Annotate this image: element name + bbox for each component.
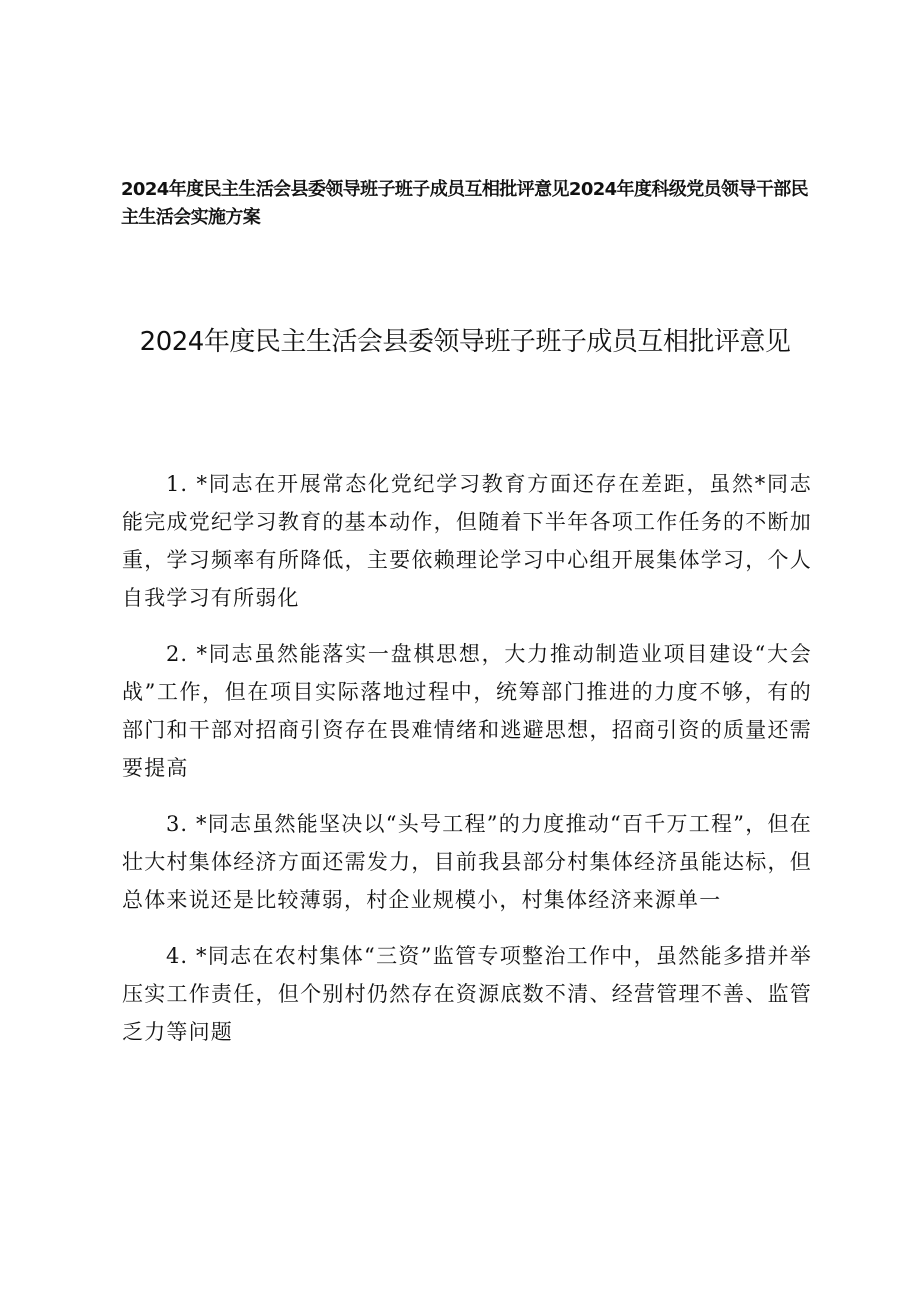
paragraph-text: *同志在开展常态化党纪学习教育方面还存在差距，虽然*同志能完成党纪学习教育的基本动作，但随着下半年各项工作任务的不断加重，学习频率有所降低，主要依赖理论学习中心组开展集体学习，个人自我学习有所弱化 [122,472,812,610]
document-header-title: 2024年度民主生活会县委领导班子班子成员互相批评意见2024年度科级党员领导干部民主生活会实施方案 [121,179,808,228]
paragraph-number: 1. [166,472,189,496]
paragraph-2 [122,635,812,787]
paragraph-text: *同志虽然能落实一盘棋思想，大力推动制造业项目建设“大会战”工作，但在项目实际落地过程中，统筹部门推进的力度不够，有的部门和干部对招商引资存在畏难情绪和逃避思想，招商引资的质量还需要提高 [122,642,812,780]
paragraph-number: 2. [166,642,189,666]
document-body [122,465,812,1069]
paragraph-number: 4. [166,944,189,968]
paragraph-1 [122,465,812,617]
document-title: 2024年度民主生活会县委领导班子班子成员互相批评意见 [139,327,791,357]
paragraph-text: *同志虽然能坚决以“头号工程”的力度推动“百千万工程”，但在壮大村集体经济方面还需发力，目前我县部分村集体经济虽能达标，但总体来说还是比较薄弱，村企业规模小，村集体经济来源单一 [122,812,812,912]
paragraph-number: 3. [166,812,189,836]
paragraph-text: *同志在农村集体“三资”监管专项整治工作中，虽然能多措并举压实工作责任，但个别村仍然存在资源底数不清、经营管理不善、监管乏力等问题 [122,944,812,1044]
paragraph-4 [122,937,812,1051]
paragraph-3 [122,805,812,919]
